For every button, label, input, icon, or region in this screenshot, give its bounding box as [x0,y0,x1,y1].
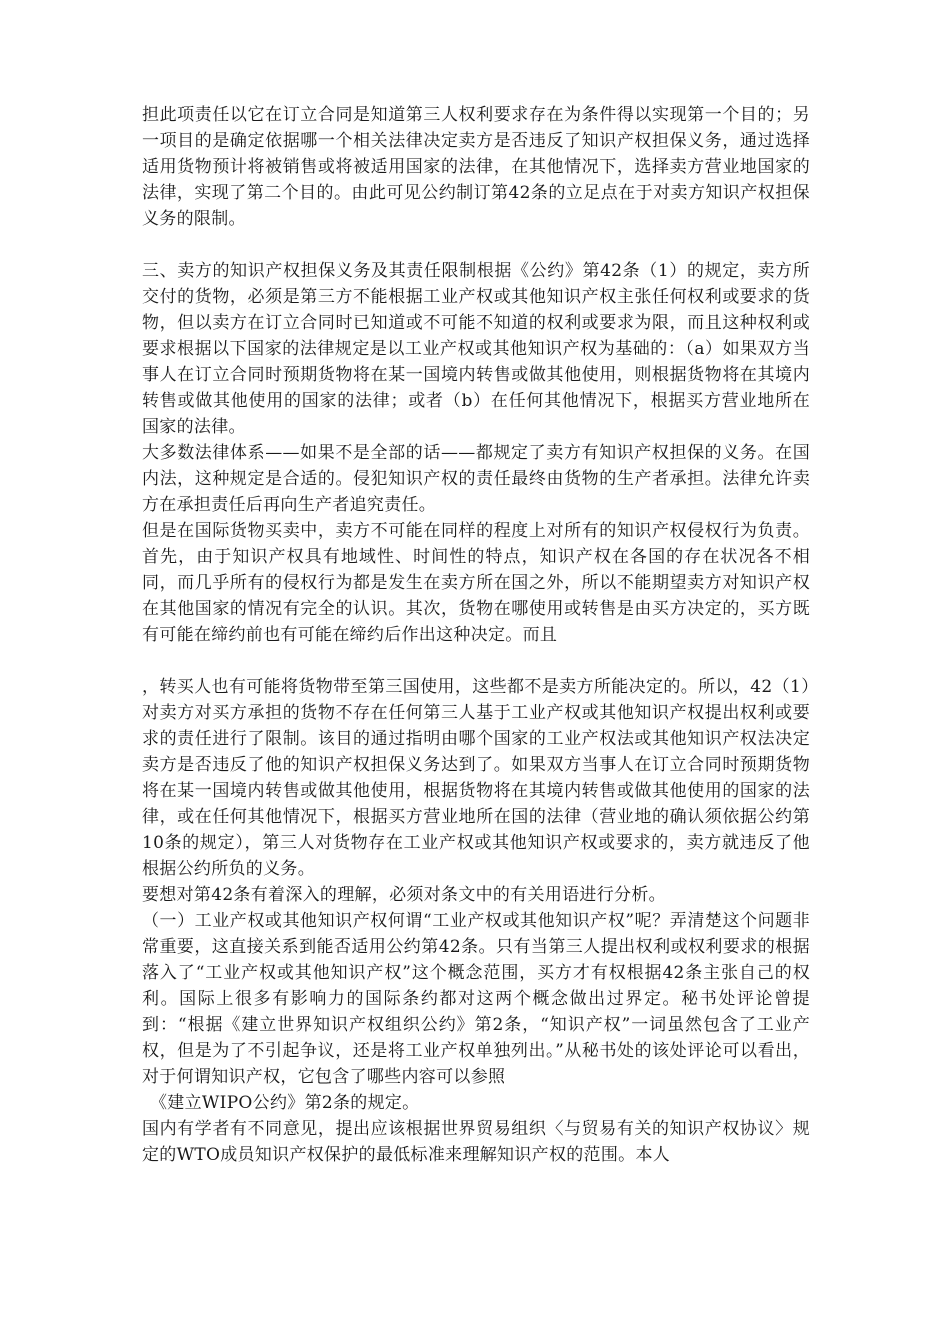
paragraph-3: 大多数法律体系——如果不是全部的话——都规定了卖方有知识产权担保的义务。在国内法，这种规定是合适的。侵犯知识产权的责任最终由货物的生产者承担。法律允许卖方在承担责任后再向生产者追究责任。 [142,443,810,515]
paragraph-7: （一）工业产权或其他知识产权何谓“工业产权或其他知识产权”呢？弄清楚这个问题非常重要，这直接关系到能否适用公约第42条。只有当第三人提出权利或权利要求的根据落入了“工业产权或其他知识产权”这个概念范围，买方才有权根据42条主张自己的权利。国际上很多有影响力的国际条约都对这两个概念做出过界定。秘书处评论曾提到：“根据《建立世界知识产权组织公约》第2条，“知识产权”一词虽然包含了工业产权，但是为了不引起争议，还是将工业产权单独列出。”从秘书处的该处评论可以看出，对于何谓知识产权，它包含了哪些内容可以参照 [142,911,810,1087]
paragraph-6: 要想对第42条有着深入的理解，必须对条文中的有关用语进行分析。 [142,885,666,905]
paragraph-1: 担此项责任以它在订立合同是知道第三人权利要求存在为条件得以实现第一个目的；另一项目的是确定依据哪一个相关法律决定卖方是否违反了知识产权担保义务，通过选择适用货物预计将被销售或将被适用国家的法律，在其他情况下，选择卖方营业地国家的法律，实现了第二个目的。由此可见公约制订第42条的立足点在于对卖方知识产权担保义务的限制。 [142,105,810,229]
paragraph-9: 国内有学者有不同意见，提出应该根据世界贸易组织〈与贸易有关的知识产权协议〉规定的WTO成员知识产权保护的最低标准来理解知识产权的范围。本人 [142,1119,810,1165]
paragraph-gap [142,648,810,674]
paragraph-5: ，转买人也有可能将货物带至第三国使用，这些都不是卖方所能决定的。所以，42（1）对卖方对买方承担的货物不存在任何第三人基于工业产权或其他知识产权提出权利或要求的责任进行了限制。该目的通过指明由哪个国家的工业产权法或其他知识产权法决定卖方是否违反了他的知识产权担保义务达到了。如果双方当事人在订立合同时预期货物将在某一国境内转售或做其他使用，根据货物将在其境内转售或做其他使用的国家的法律，或在任何其他情况下，根据买方营业地所在国的法律（营业地的确认须依据公约第10条的规定），第三人对货物存在工业产权或其他知识产权或要求的，卖方就违反了他根据公约所负的义务。 [142,677,810,879]
paragraph-8: 《建立WIPO公约》第2条的规定。 [150,1093,420,1113]
paragraph-4: 但是在国际货物买卖中，卖方不可能在同样的程度上对所有的知识产权侵权行为负责。首先，由于知识产权具有地域性、时间性的特点，知识产权在各国的存在状况各不相同，而几乎所有的侵权行为都是发生在卖方所在国之外，所以不能期望卖方对知识产权在其他国家的情况有完全的认识。其次，货物在哪使用或转售是由买方决定的，买方既有可能在缔约前也有可能在缔约后作出这种决定。而且 [142,521,810,645]
paragraph-gap [142,232,810,258]
paragraph-2: 三、卖方的知识产权担保义务及其责任限制根据《公约》第42条（1）的规定，卖方所交付的货物，必须是第三方不能根据工业产权或其他知识产权主张任何权利或要求的货物，但以卖方在订立合同时已知道或不可能不知道的权利或要求为限，而且这种权利或要求根据以下国家的法律规定是以工业产权或其他知识产权为基础的：（a）如果双方当事人在订立合同时预期货物将在某一国境内转售或做其他使用，则根据货物将在其境内转售或做其他使用的国家的法律；或者（b）在任何其他情况下，根据买方营业地所在国家的法律。 [142,261,810,437]
document-page [142,102,810,1168]
